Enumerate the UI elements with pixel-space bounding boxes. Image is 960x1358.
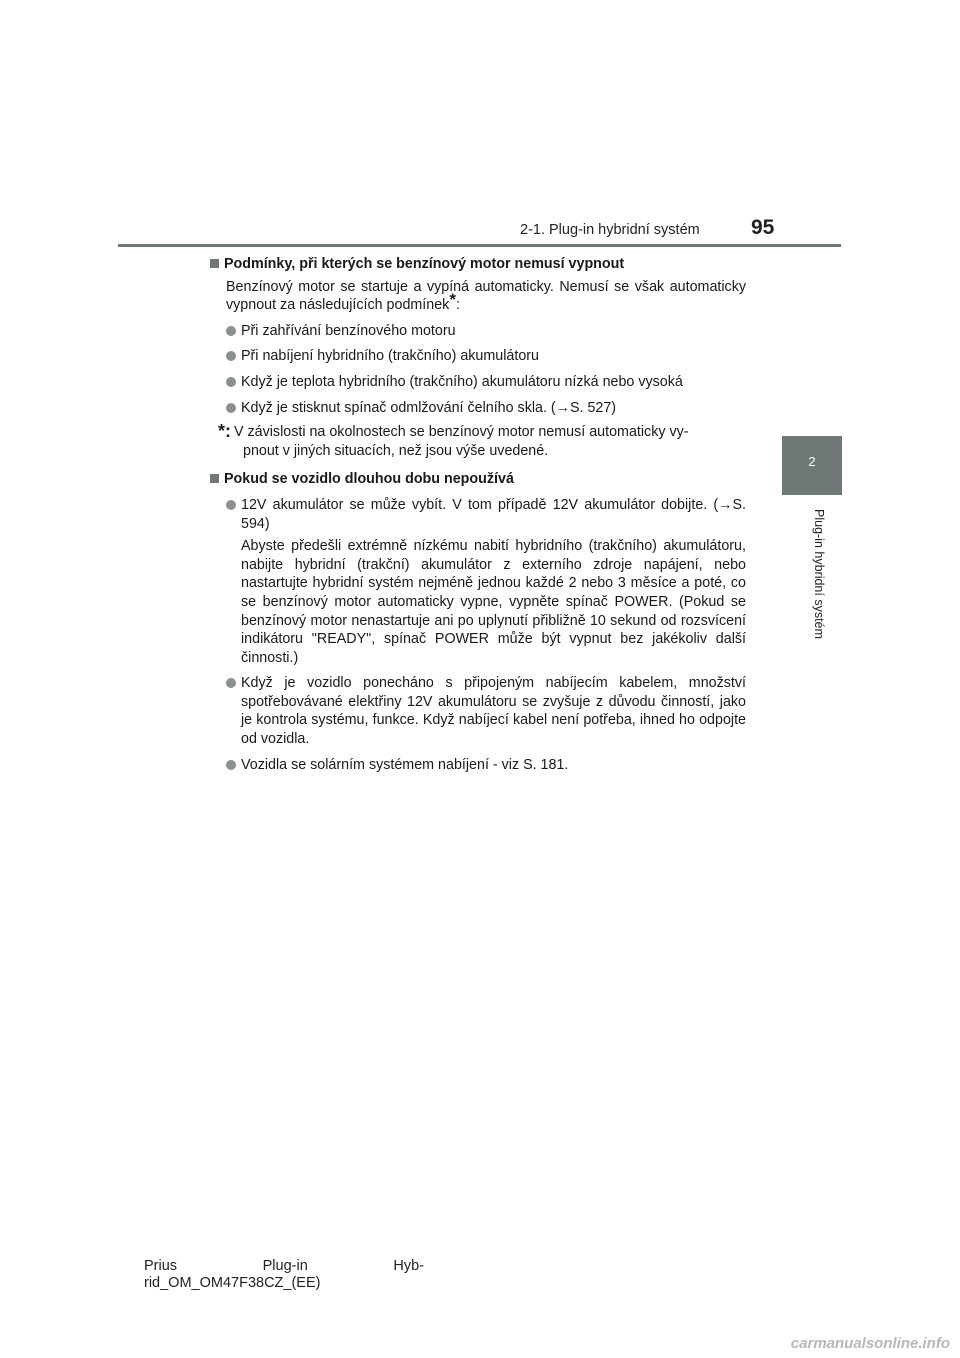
list-item-detail: Abyste předešli extrémně nízkému nabití hybridního (trakčního) akumulátoru, nabijte hybridní (trakční) akumulátor z externího zdroje napájení, nebo nastartujte hybridní systém nejméně jednou každé 2 nebo 3 měsíce a poté, co se benzínový motor automaticky vypne, vypněte spínač POWER. (Pokud se benzínový motor nenastartuje ani po uplynutí přibližně 10 sekund od rozsvícení indikátoru "READY", spínač POWER může být vypnut bez jakékoliv další činnosti.) (241, 538, 746, 666)
footnote (218, 423, 746, 460)
footnote-ref-star: * (449, 290, 456, 310)
chapter-tab-number: 2 (808, 454, 816, 469)
footer-word-3: Hyb- (393, 1258, 424, 1274)
circle-bullet-icon (226, 760, 236, 770)
list-item: Při nabíjení hybridního (trakčního) akumulátoru (226, 347, 746, 366)
square-bullet-icon (210, 474, 219, 483)
circle-bullet-icon (226, 403, 236, 413)
section-title-engine-stop (210, 255, 746, 274)
footer-doc-id (144, 1258, 424, 1292)
list-item: 12V akumulátor se může vybít. V tom případě 12V akumulátor dobijte. (→S. 594) (226, 496, 746, 533)
section-title-text: Podmínky, při kterých se benzínový motor nemusí vypnout (224, 256, 625, 272)
circle-bullet-icon (226, 351, 236, 361)
footnote-line-1: V závislosti na okolnostech se benzínový motor nemusí automaticky vy- (234, 424, 689, 441)
page-number: 95 (751, 216, 775, 239)
list-item: Při zahřívání benzínového motoru (226, 322, 746, 341)
footer-word-2: Plug-in (262, 1258, 308, 1274)
circle-bullet-icon (226, 326, 236, 336)
page-content (210, 255, 746, 774)
footer-line-2: rid_OM_OM47F38CZ_(EE) (144, 1275, 321, 1291)
circle-bullet-icon (226, 377, 236, 387)
footnote-line-2: pnout v jiných situacích, než jsou výše uvedené. (243, 442, 549, 459)
list-item: Když je vozidlo ponecháno s připojeným nabíjecím kabelem, množství spotřebovávané elektřiny 12V akumulátoru se zvyšuje z důvodu činností, jako je kontrola systému, funkce. Když nabíjecí kabel není potřeba, ihned ho odpojte od vozidla. (226, 674, 746, 748)
list-item: Vozidla se solárním systémem nabíjení - viz S. 181. (226, 756, 746, 775)
section-title-long-storage (210, 470, 746, 489)
header-section-title: 2-1. Plug-in hybridní systém (520, 222, 700, 238)
list-item: Když je teplota hybridního (trakčního) akumulátoru nízká nebo vysoká (226, 373, 746, 392)
watermark: carmanualsonline.info (790, 1335, 950, 1352)
list-item: Když je stisknut spínač odmlžování čelního skla. (→S. 527) (226, 399, 746, 418)
footnote-mark: *: (218, 421, 231, 442)
header-rule (118, 244, 841, 247)
square-bullet-icon (210, 259, 219, 268)
circle-bullet-icon (226, 678, 236, 688)
chapter-tab[interactable] (782, 436, 842, 495)
section-title-text: Pokud se vozidlo dlouhou dobu nepoužívá (224, 471, 514, 488)
circle-bullet-icon (226, 500, 236, 510)
footer-word-1: Prius (144, 1258, 178, 1274)
chapter-tab-label: Plug-in hybridní systém (812, 509, 826, 639)
section-intro: Benzínový motor se startuje a vypíná automaticky. Nemusí se však automaticky vypnout za následujících podmínek*: (226, 278, 746, 314)
